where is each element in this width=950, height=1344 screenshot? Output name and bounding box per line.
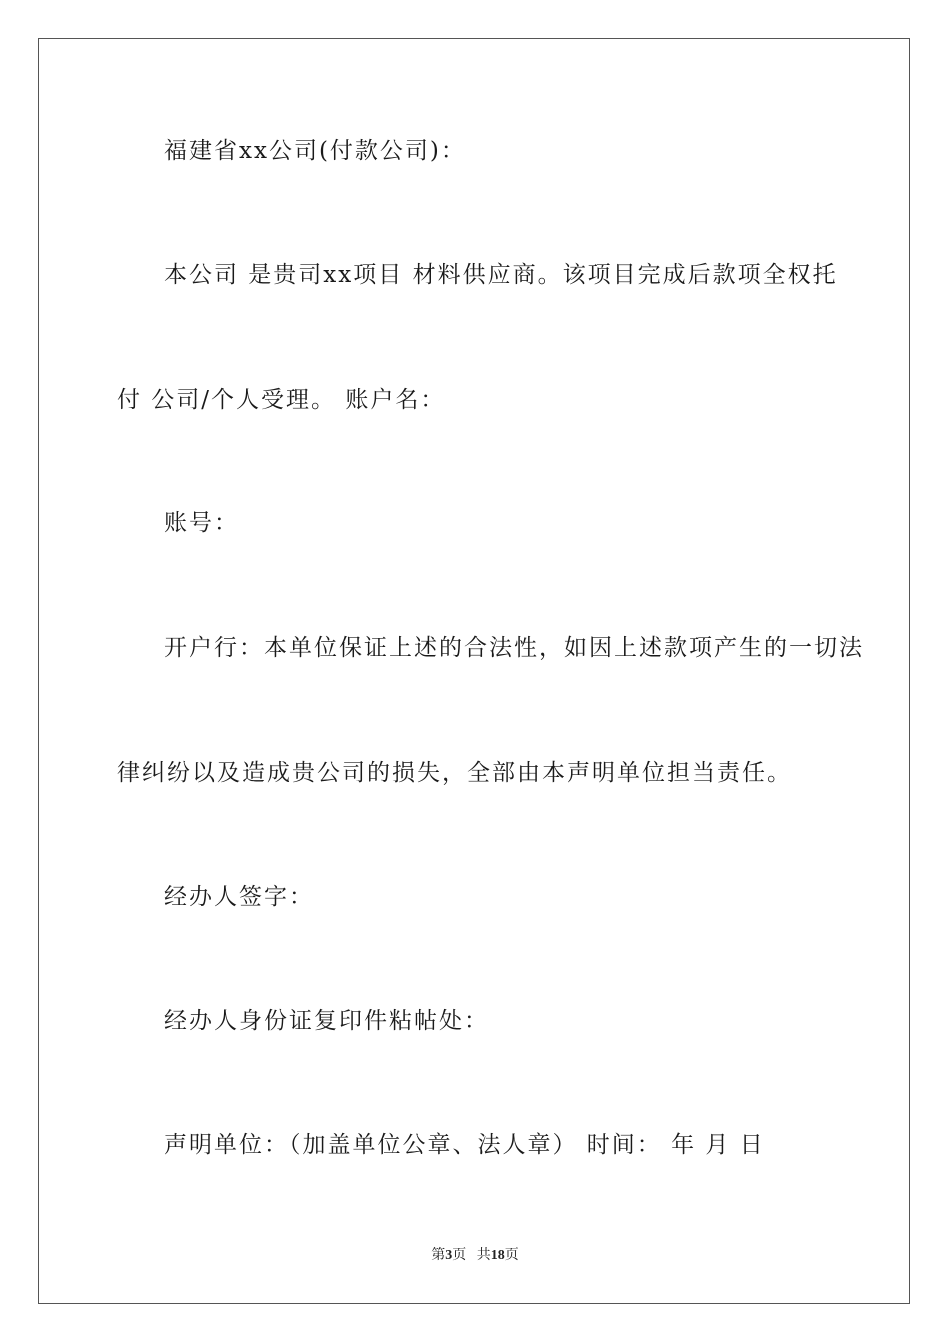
id-copy-label: 经办人身份证复印件粘帖处： (164, 1008, 489, 1034)
total-prefix: 共 (476, 1248, 491, 1263)
page-footer (0, 1246, 950, 1266)
page-prefix: 第 (431, 1248, 446, 1263)
page-suffix: 页 (452, 1248, 467, 1263)
paragraph-2-line-2: 律纠纷以及造成贵公司的损失，全部由本声明单位担当责任。 (117, 760, 792, 786)
handler-signature-label: 经办人签字： (164, 884, 314, 910)
salutation: 福建省xx公司(付款公司)： (164, 138, 466, 164)
total-pages: 18 (490, 1248, 505, 1263)
account-number-label: 账号： (164, 510, 239, 536)
page-border (38, 38, 910, 1304)
paragraph-2-line-1: 开户行：本单位保证上述的合法性，如因上述款项产生的一切法 (164, 635, 864, 661)
declaring-unit-line: 声明单位：（加盖单位公章、法人章） 时间： 年 月 日 (164, 1132, 765, 1158)
paragraph-1-line-2: 付 公司/个人受理。 账户名： (117, 387, 446, 413)
paragraph-1-line-1: 本公司 是贵司xx项目 材料供应商。该项目完成后款项全权托 (164, 262, 838, 288)
total-suffix: 页 (504, 1248, 519, 1263)
page-number: 3 (445, 1248, 453, 1263)
